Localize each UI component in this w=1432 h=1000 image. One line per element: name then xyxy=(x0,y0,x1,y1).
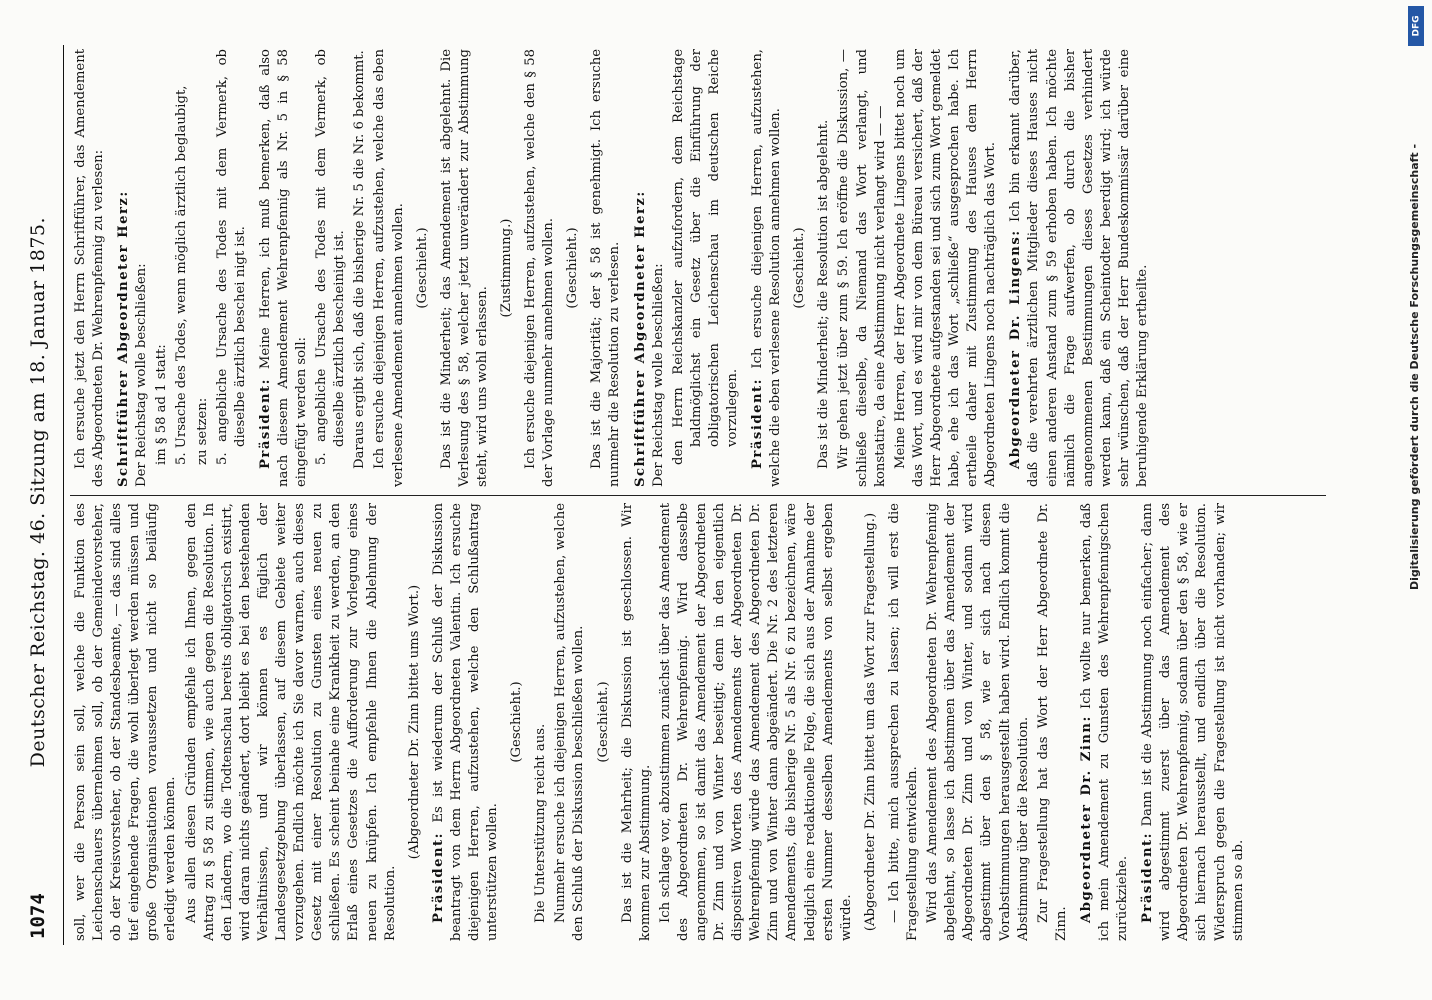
paragraph: Zur Fragestellung hat das Wort der Herr Abgeordnete Dr. Zinn. xyxy=(1035,503,1069,941)
paragraph: Das ist die Majorität; der § 58 ist genehmigt. Ich ersuche nunmehr die Resolution zu verlesen. xyxy=(589,49,623,487)
speech: Ich ersuche diejenigen Herren, aufzustehen, welche die eben verlesene Resolution annehmen wollen. xyxy=(750,49,784,487)
paragraph: 5. angebliche Ursache des Todes mit dem Vermerk, ob dieselbe ärztlich bescheinigt ist. xyxy=(314,49,348,465)
speaker: Schriftführer Abgeordneter Herz: xyxy=(116,190,132,487)
speech: Dann ist die Abstimmung noch einfacher; dann wird abgestimmt zuerst über das Amendement des Abgeordneten Dr. Wehrenpfennig, sodann über den § 58, wie er sich hiernach herausstellt, und endlich über die Resolution. Widerspruch gegen die Fragestellung ist nicht vorhanden; wir stimmen so ab. xyxy=(1140,503,1246,941)
paragraph: Ich schlage vor, abzustimmen zunächst über das Amendement des Abgeordneten Dr. Wehrenpfennig. Wird dasselbe angenommen, so ist damit das Amendement der Abgeordneten Dr. Zinn und von Winter beseitigt; denn in den eigentlich dispositiven Worten des Amendements der Abgeordneten Dr. Wehrenpfennig würde das Amendement des Abgeordneten Dr. Zinn und von Winter dann abgeändert. Die Nr. 2 des letzteren Amendements, die bisherige Nr. 5 als Nr. 6 zu bezeichnen, wäre lediglich eine redaktionelle Folge, die sich aus der Annahme der ersten Nummer desselben Amendements von selbst ergeben würde. xyxy=(657,503,854,941)
speaker: Abgeordneter Dr. Lingens: xyxy=(1008,229,1024,469)
paragraph: Das ist die Mehrheit; die Diskussion ist geschlossen. Wir kommen zur Abstimmung. xyxy=(619,503,653,941)
speech: Der Reichstag wolle beschließen: xyxy=(650,263,666,487)
paragraph: Aus allen diesen Gründen empfehle ich Ihnen, gegen den Antrag zu § 58 zu stimmen, wie auch gegen die Resolution. In den Ländern, wo die Todtenschau bereits obligatorisch existirt, wird daran nichts geändert, dort bleibt es bei den bestehenden Verhältnissen, und wir können es füglich der Landesgesetzgebung überlassen, auf diesem Gebiete weiter vorzugehen. Endlich möchte ich Sie davor warnen, auch dieses Gesetz mit einer Resolution zu Gunsten eines neuen zu schließen. Es scheint beinahe eine Krankheit zu werden, an den Erlaß eines Gesetzes die Aufforderung zur Vorlegung eines neuen zu knüpfen. Ich empfehle Ihnen die Ablehnung der Resolution. xyxy=(183,503,398,941)
column-rule xyxy=(70,495,1326,496)
speaker: Präsident: xyxy=(257,377,273,469)
speech: Ich wollte nur bemerken, daß ich mein Amendement zu Gunsten des Wehrenpfennigschen zurückziehe. xyxy=(1078,503,1131,941)
paragraph: — Ich bitte, mich aussprechen zu lassen; ich will erst die Fragestellung entwickeln. xyxy=(886,503,921,941)
speech: Es ist wiederum der Schluß der Diskussion beantragt von dem Herrn Abgeordneten Valentin. Ich ersuche diejenigen Herren, aufzustehen, welche den Schlußantrag unterstützen wollen. xyxy=(430,503,501,941)
paragraph: Die Unterstützung reicht aus. xyxy=(533,723,549,923)
right-column xyxy=(72,49,1330,487)
paragraph: Das ist die Minderheit; das Amendement ist abgelehnt. Die Verlesung des § 58, welcher jetzt unverändert zur Abstimmung steht, wird uns wohl erlassen. xyxy=(438,49,490,487)
paragraph: zu setzen: xyxy=(194,397,210,465)
stage-direction: (Geschieht.) xyxy=(565,227,581,309)
paragraph: Das ist die Minderheit; die Resolution ist abgelehnt. xyxy=(816,119,832,469)
paragraph: 5. Ursache des Todes, wenn möglich ärztlich beglaubigt, xyxy=(174,85,190,465)
paragraph: soll, wer die Person sein soll, welche die Funktion des Leichenschauers übernehmen soll, ob der Gemeindevorsteher, ob der Kreisvorsteher, ob der Standesbeamte, — das sind alles tief eingehende Fragen, die wohl überlegt werden müssen und große Organisationen voraussetzen und nicht so beiläufig erledigt werden können. xyxy=(73,503,179,941)
dfg-logo xyxy=(1408,6,1424,46)
paragraph: Wird das Amendement des Abgeordneten Dr. Wehrenpfennig abgelehnt, so lasse ich abstimmen über das Amendement der Abgeordneten Dr. Zinn und von Winter, und sodann wird abgestimmt über den § 58, wie er sich nach diesen Vorabstimmungen herausgestellt haben wird. Endlich kommt die Abstimmung über die Resolution. xyxy=(925,503,1031,941)
paragraph xyxy=(115,49,151,487)
paragraph xyxy=(749,49,785,487)
credit-text: Digitalisierung gefördert durch die Deutsche Forschungsgemeinschaft - xyxy=(1408,143,1421,590)
speaker: Präsident: xyxy=(1140,831,1156,923)
paragraph: Ich ersuche jetzt den Herrn Schriftführer, das Amendement des Abgeordneten Dr. Wehrenpfennig zu verlesen: xyxy=(73,49,107,487)
paragraph: Meine Herren, der Herr Abgeordnete Lingens bittet noch um das Wort, und es wird mir von dem Büreau versichert, daß der Herr Abgeordnete aufgestanden sei und sich zum Wort gemeldet habe, ehe ich das Wort „schließe“ ausgesprochen habe. Ich ertheile daher mit Zustimmung des Hauses dem Herrn Abgeordneten Lingens noch nachträglich das Wort. xyxy=(892,49,999,487)
paragraph xyxy=(257,49,311,487)
paragraph xyxy=(1007,49,1152,487)
speech: Ich bin erkannt darüber, daß die verehrten ärztlichen Mitglieder dieses Hauses nicht einen anderen Anstand zum § 59 erhoben haben. Ich möchte nämlich die Frage aufwerfen, ob durch die bisher angenommenen Bestimmungen dieses Gesetzes verhindert werden kann, daß ein Scheintodter beerdigt wird; ich würde sehr wünschen, daß der Herr Bundeskommissär darüber eine beruhigende Erklärung ertheilte. xyxy=(1008,49,1150,487)
stage-direction: (Geschieht.) xyxy=(509,681,525,763)
speaker: Abgeordneter Dr. Zinn: xyxy=(1078,715,1094,923)
stage-direction: (Abgeordneter Dr. Zinn bittet um das Wort zur Fragestellung.) xyxy=(862,512,878,932)
stage-direction: (Geschieht.) xyxy=(414,227,430,309)
stage-direction: (Abgeordneter Dr. Zinn bittet ums Wort.) xyxy=(406,584,422,860)
running-title: Deutscher Reichstag. 46. Sitzung am 18. Januar 1875. xyxy=(26,216,49,768)
speaker: Präsident: xyxy=(750,377,766,469)
stage-direction: (Geschieht.) xyxy=(595,681,611,763)
page-number: 1074 xyxy=(26,893,49,939)
paragraph: Daraus ergibt sich, daß die bisherige Nr. 5 die Nr. 6 bekommt. xyxy=(352,50,368,469)
digitization-credit xyxy=(1402,0,1432,1000)
left-column xyxy=(72,503,1330,941)
page-header xyxy=(12,45,64,945)
stage-direction: (Zustimmung.) xyxy=(498,218,514,318)
paragraph: im § 58 ad 1 statt: xyxy=(154,344,170,465)
rotated-page xyxy=(12,45,1342,945)
paragraph: Nunmehr ersuche ich diejenigen Herren, aufzustehen, welche den Schluß der Diskussion beschließen wollen. xyxy=(553,503,587,941)
paragraph: den Herrn Reichskanzler aufzufordern, dem Reichstage baldmöglichst ein Gesetz über die Einführung der obligatorischen Leichenschau im deutschen Reiche vorzulegen. xyxy=(670,49,740,465)
paragraph: Wir gehen jetzt über zum § 59. Ich eröffne die Diskussion, — schließe dieselbe, da Niemand das Wort verlangt, und konstatire, da eine Abstimmung nicht verlangt wird — — xyxy=(836,49,888,487)
speaker: Präsident: xyxy=(430,831,446,923)
speaker: Schriftführer Abgeordneter Herz: xyxy=(632,190,648,487)
paragraph: Ich ersuche diejenigen Herren, aufzustehen, welche den § 58 der Vorlage nunmehr annehmen wollen. xyxy=(523,49,557,487)
paragraph xyxy=(430,503,502,941)
paragraph: Ich ersuche diejenigen Herren, aufzustehen, welche das eben verlesene Amendement annehmen wollen. xyxy=(372,49,406,487)
paragraph: 5. angebliche Ursache des Todes mit dem Vermerk, ob dieselbe ärztlich beschei nigt ist. xyxy=(214,49,248,465)
paragraph xyxy=(632,49,668,487)
paragraph xyxy=(1078,503,1132,941)
speech: Meine Herren, ich muß bemerken, daß also nach diesem Amendement Wehrenpfennig als Nr. 5 in § 58 eingefügt werden soll: xyxy=(257,49,310,487)
speech: Der Reichstag wolle beschließen: xyxy=(134,263,150,487)
stage-direction: (Geschieht.) xyxy=(792,227,808,309)
dfg-logo-text: DFG xyxy=(1411,15,1422,37)
paragraph xyxy=(1139,503,1248,941)
